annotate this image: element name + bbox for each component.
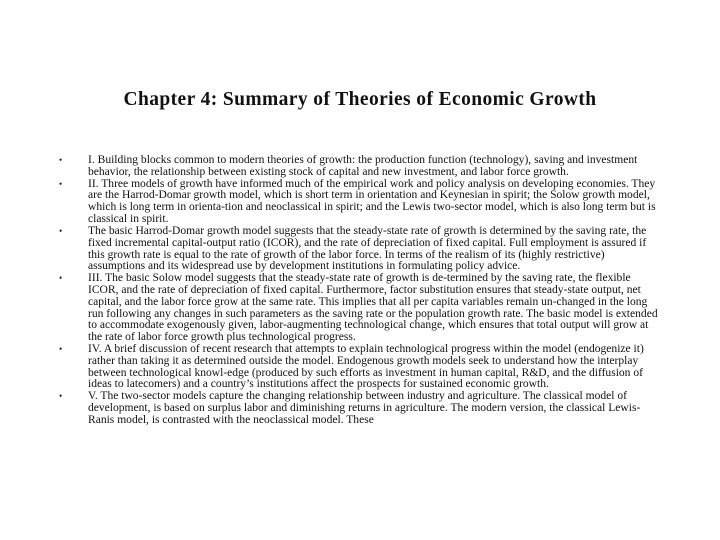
bullet-icon: • — [59, 391, 63, 402]
bullet-item — [57, 226, 661, 273]
bullet-icon: • — [59, 178, 63, 189]
bullet-icon: • — [59, 155, 63, 165]
bullet-text: V. The two-sector models capture the changing relationship between industry and agriculture. The classical model of development, is based on surplus labor and diminishing returns in agriculture. The modern version, the classical Lewis-Ranis model, is contrasted with the neoclassical model. These — [88, 390, 641, 426]
bullet-item — [57, 391, 661, 426]
bullet-list — [57, 155, 661, 427]
slide-title: Chapter 4: Summary of Theories of Economic Growth — [123, 89, 597, 110]
bullet-icon: • — [59, 344, 63, 354]
bullet-text: IV. A brief discussion of recent research that attempts to explain technological progress within the model (endogenize it) rather than taking it as determined outside the model. Endogenous growth models seek to understand how the interplay between technological knowl-edge (produced by such efforts as investment in human capital, R&D, and the diffusion of ideas to latecomers) and a country’s institutions affect the prospects for sustained economic growth. — [88, 343, 644, 391]
bullet-icon: • — [59, 225, 63, 236]
bullet-item — [57, 155, 661, 179]
bullet-text: I. Building blocks common to modern theories of growth: the production function (technology), saving and investment behavior, the relationship between existing stock of capital and new investment, and labor force growth. — [88, 154, 638, 178]
bullet-item — [57, 179, 661, 226]
bullet-text: III. The basic Solow model suggests that the steady-state rate of growth is de-termined by the saving rate, the flexible ICOR, and the rate of depreciation of fixed capital. Furthermore, factor substitution ensures that steady-state output, net capital, and the labor force grow at the same rate. This implies that all per capita variables remain un-changed in the long run following any changes in such parameters as the saving rate or the population growth rate. The basic model is extended to accommodate exogenously given, labor-augmenting technological change, which ensures that total output will grow at the rate of labor force growth plus technological progress. — [88, 272, 658, 344]
bullet-item — [57, 344, 661, 391]
bullet-item — [57, 273, 661, 344]
bullet-text: II. Three models of growth have informed much of the empirical work and policy analysis on developing economies. They are the Harrod-Domar growth model, which is short term in orientation and Keynesian in spirit; the Solow growth model, which is long term in orienta-tion and neoclassical in spirit; and the Lewis two-sector model, which is also long term but is classical in spirit. — [88, 177, 656, 226]
bullet-icon: • — [59, 273, 63, 284]
bullet-text: The basic Harrod-Domar growth model suggests that the steady-state rate of growth is determined by the saving rate, the fixed incremental capital-output ratio (ICOR), and the rate of depreciation of fixed capital. Full employment is assured if this growth rate is equal to the rate of growth of the labor force. In terms of the realism of its (highly restrictive) assumptions and its widespread use by development institutions in formulating policy advice. — [88, 224, 647, 273]
